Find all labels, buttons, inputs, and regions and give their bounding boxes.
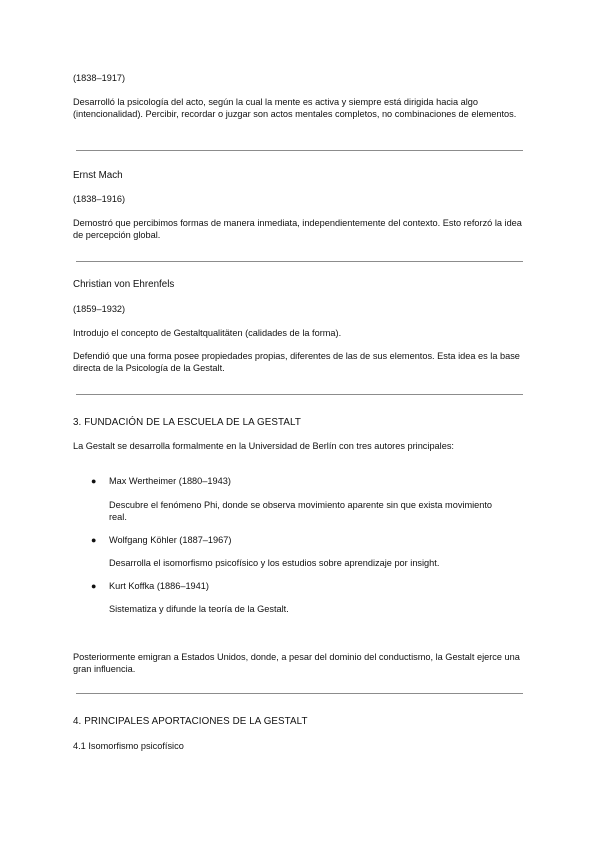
koffka-name: Kurt Koffka (1886–1941) bbox=[109, 581, 209, 591]
divider bbox=[76, 150, 523, 151]
divider bbox=[76, 693, 523, 694]
divider bbox=[76, 394, 523, 395]
koffka-description: Sistematiza y difunde la teoría de la Gestalt. bbox=[109, 604, 289, 614]
brentano-dates: (1838–1917) bbox=[73, 73, 126, 83]
kohler-name: Wolfgang Köhler (1887–1967) bbox=[109, 535, 232, 545]
section-3-closing: Posteriormente emigran a Estados Unidos, donde, a pesar del dominio del conductismo, la Gestalt ejerce una gran influencia. bbox=[73, 652, 520, 674]
section-3-intro: La Gestalt se desarrolla formalmente en la Universidad de Berlín con tres autores principales: bbox=[73, 441, 454, 451]
section-4-title: 4. PRINCIPALES APORTACIONES DE LA GESTALT bbox=[73, 716, 308, 727]
bullet-icon: ● bbox=[91, 476, 97, 486]
bullet-icon: ● bbox=[91, 581, 97, 591]
wertheimer-name: Max Wertheimer (1880–1943) bbox=[109, 476, 231, 486]
mach-name: Ernst Mach bbox=[73, 170, 123, 181]
ehrenfels-description-1: Introdujo el concepto de Gestaltqualitäten (calidades de la forma). bbox=[73, 328, 342, 338]
brentano-description: Desarrolló la psicología del acto, según la cual la mente es activa y siempre está dirigida hacia algo (intencionalidad). Percibir, recordar o juzgar son actos mentales completos, no combinaciones de elementos. bbox=[73, 97, 517, 119]
ehrenfels-name: Christian von Ehrenfels bbox=[73, 279, 175, 290]
mach-description: Demostró que percibimos formas de manera inmediata, independientemente del contexto. Esto reforzó la idea de percepción global. bbox=[73, 218, 522, 240]
section-4-1-subtitle: 4.1 Isomorfismo psicofísico bbox=[73, 741, 184, 751]
ehrenfels-dates: (1859–1932) bbox=[73, 304, 126, 314]
ehrenfels-description-2: Defendió que una forma posee propiedades propias, diferentes de las de sus elementos. Esta idea es la base directa de la Psicología de la Gestalt. bbox=[73, 351, 520, 373]
section-3-title: 3. FUNDACIÓN DE LA ESCUELA DE LA GESTALT bbox=[73, 417, 301, 428]
kohler-description: Desarrolla el isomorfismo psicofísico y los estudios sobre aprendizaje por insight. bbox=[109, 558, 440, 568]
bullet-icon: ● bbox=[91, 535, 97, 545]
mach-dates: (1838–1916) bbox=[73, 194, 126, 204]
divider bbox=[76, 261, 523, 262]
wertheimer-description: Descubre el fenómeno Phi, donde se observa movimiento aparente sin que exista movimiento real. bbox=[109, 500, 493, 522]
